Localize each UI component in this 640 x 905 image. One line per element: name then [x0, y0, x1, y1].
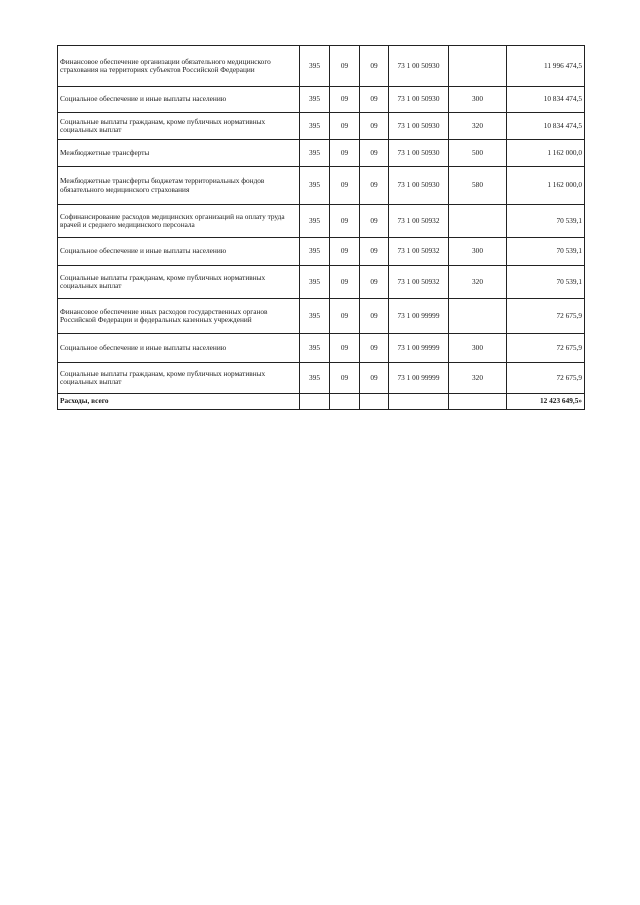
row-sum: 70 539,1 — [507, 266, 585, 299]
row-pr: 09 — [360, 238, 389, 266]
row-csr: 73 1 00 50932 — [389, 238, 449, 266]
row-rz: 09 — [330, 113, 360, 140]
row-name: Финансовое обеспечение организации обязательного медицинского страхования на территориях субъектов Российской Федерации — [58, 46, 300, 87]
row-gr: 395 — [300, 299, 330, 334]
table-row — [58, 87, 585, 113]
table-row — [58, 167, 585, 205]
row-vr: 300 — [449, 87, 507, 113]
row-rz: 09 — [330, 363, 360, 394]
row-rz: 09 — [330, 299, 360, 334]
row-vr: 320 — [449, 113, 507, 140]
table-row — [58, 266, 585, 299]
row-csr: 73 1 00 99999 — [389, 299, 449, 334]
row-rz: 09 — [330, 266, 360, 299]
row-vr: 300 — [449, 238, 507, 266]
row-pr: 09 — [360, 167, 389, 205]
row-sum: 72 675,9 — [507, 363, 585, 394]
row-name: Межбюджетные трансферты — [58, 140, 300, 167]
row-csr: 73 1 00 50930 — [389, 140, 449, 167]
row-vr: 500 — [449, 140, 507, 167]
total-csr — [389, 394, 449, 410]
table-row — [58, 238, 585, 266]
table-row — [58, 113, 585, 140]
row-name: Социальное обеспечение и иные выплаты населению — [58, 334, 300, 363]
row-sum: 72 675,9 — [507, 299, 585, 334]
table-row — [58, 363, 585, 394]
row-pr: 09 — [360, 46, 389, 87]
row-vr: 300 — [449, 334, 507, 363]
total-label: Расходы, всего — [58, 394, 300, 410]
table-row — [58, 299, 585, 334]
table-body — [58, 46, 585, 410]
row-name: Социальные выплаты гражданам, кроме публичных нормативных социальных выплат — [58, 363, 300, 394]
row-vr: 320 — [449, 266, 507, 299]
row-gr: 395 — [300, 113, 330, 140]
row-gr: 395 — [300, 363, 330, 394]
row-gr: 395 — [300, 205, 330, 238]
row-gr: 395 — [300, 167, 330, 205]
table-row — [58, 46, 585, 87]
total-row — [58, 394, 585, 410]
row-pr: 09 — [360, 205, 389, 238]
row-sum: 10 834 474,5 — [507, 87, 585, 113]
row-rz: 09 — [330, 238, 360, 266]
row-sum: 70 539,1 — [507, 238, 585, 266]
row-gr: 395 — [300, 334, 330, 363]
row-csr: 73 1 00 50930 — [389, 46, 449, 87]
row-sum: 70 539,1 — [507, 205, 585, 238]
row-rz: 09 — [330, 334, 360, 363]
row-sum: 1 162 000,0 — [507, 167, 585, 205]
row-csr: 73 1 00 50932 — [389, 266, 449, 299]
row-pr: 09 — [360, 266, 389, 299]
row-name: Социальные выплаты гражданам, кроме публичных нормативных социальных выплат — [58, 113, 300, 140]
row-gr: 395 — [300, 46, 330, 87]
row-pr: 09 — [360, 140, 389, 167]
row-name: Социальное обеспечение и иные выплаты населению — [58, 238, 300, 266]
table-row — [58, 334, 585, 363]
row-vr — [449, 46, 507, 87]
total-rz — [330, 394, 360, 410]
total-vr — [449, 394, 507, 410]
row-rz: 09 — [330, 205, 360, 238]
row-sum: 1 162 000,0 — [507, 140, 585, 167]
row-vr: 320 — [449, 363, 507, 394]
row-csr: 73 1 00 50930 — [389, 87, 449, 113]
row-sum: 72 675,9 — [507, 334, 585, 363]
table-row — [58, 140, 585, 167]
row-name: Софинансирование расходов медицинских организаций на оплату труда врачей и среднего медицинского персонала — [58, 205, 300, 238]
row-vr: 580 — [449, 167, 507, 205]
row-name: Финансовое обеспечение иных расходов государственных органов Российской Федерации и федеральных казенных учреждений — [58, 299, 300, 334]
row-csr: 73 1 00 99999 — [389, 363, 449, 394]
row-csr: 73 1 00 50930 — [389, 113, 449, 140]
row-pr: 09 — [360, 334, 389, 363]
row-gr: 395 — [300, 140, 330, 167]
row-pr: 09 — [360, 363, 389, 394]
row-rz: 09 — [330, 87, 360, 113]
row-name: Социальные выплаты гражданам, кроме публичных нормативных социальных выплат — [58, 266, 300, 299]
row-name: Межбюджетные трансферты бюджетам территориальных фондов обязательного медицинского страхования — [58, 167, 300, 205]
total-pr — [360, 394, 389, 410]
budget-table — [57, 45, 585, 410]
row-gr: 395 — [300, 238, 330, 266]
row-vr — [449, 205, 507, 238]
total-sum: 12 423 649,5» — [507, 394, 585, 410]
row-vr — [449, 299, 507, 334]
row-rz: 09 — [330, 46, 360, 87]
row-gr: 395 — [300, 266, 330, 299]
row-sum: 10 834 474,5 — [507, 113, 585, 140]
row-rz: 09 — [330, 167, 360, 205]
row-rz: 09 — [330, 140, 360, 167]
total-gr — [300, 394, 330, 410]
table-row — [58, 205, 585, 238]
row-sum: 11 996 474,5 — [507, 46, 585, 87]
row-csr: 73 1 00 99999 — [389, 334, 449, 363]
row-gr: 395 — [300, 87, 330, 113]
row-pr: 09 — [360, 299, 389, 334]
row-pr: 09 — [360, 113, 389, 140]
row-pr: 09 — [360, 87, 389, 113]
row-csr: 73 1 00 50932 — [389, 205, 449, 238]
row-csr: 73 1 00 50930 — [389, 167, 449, 205]
row-name: Социальное обеспечение и иные выплаты населению — [58, 87, 300, 113]
